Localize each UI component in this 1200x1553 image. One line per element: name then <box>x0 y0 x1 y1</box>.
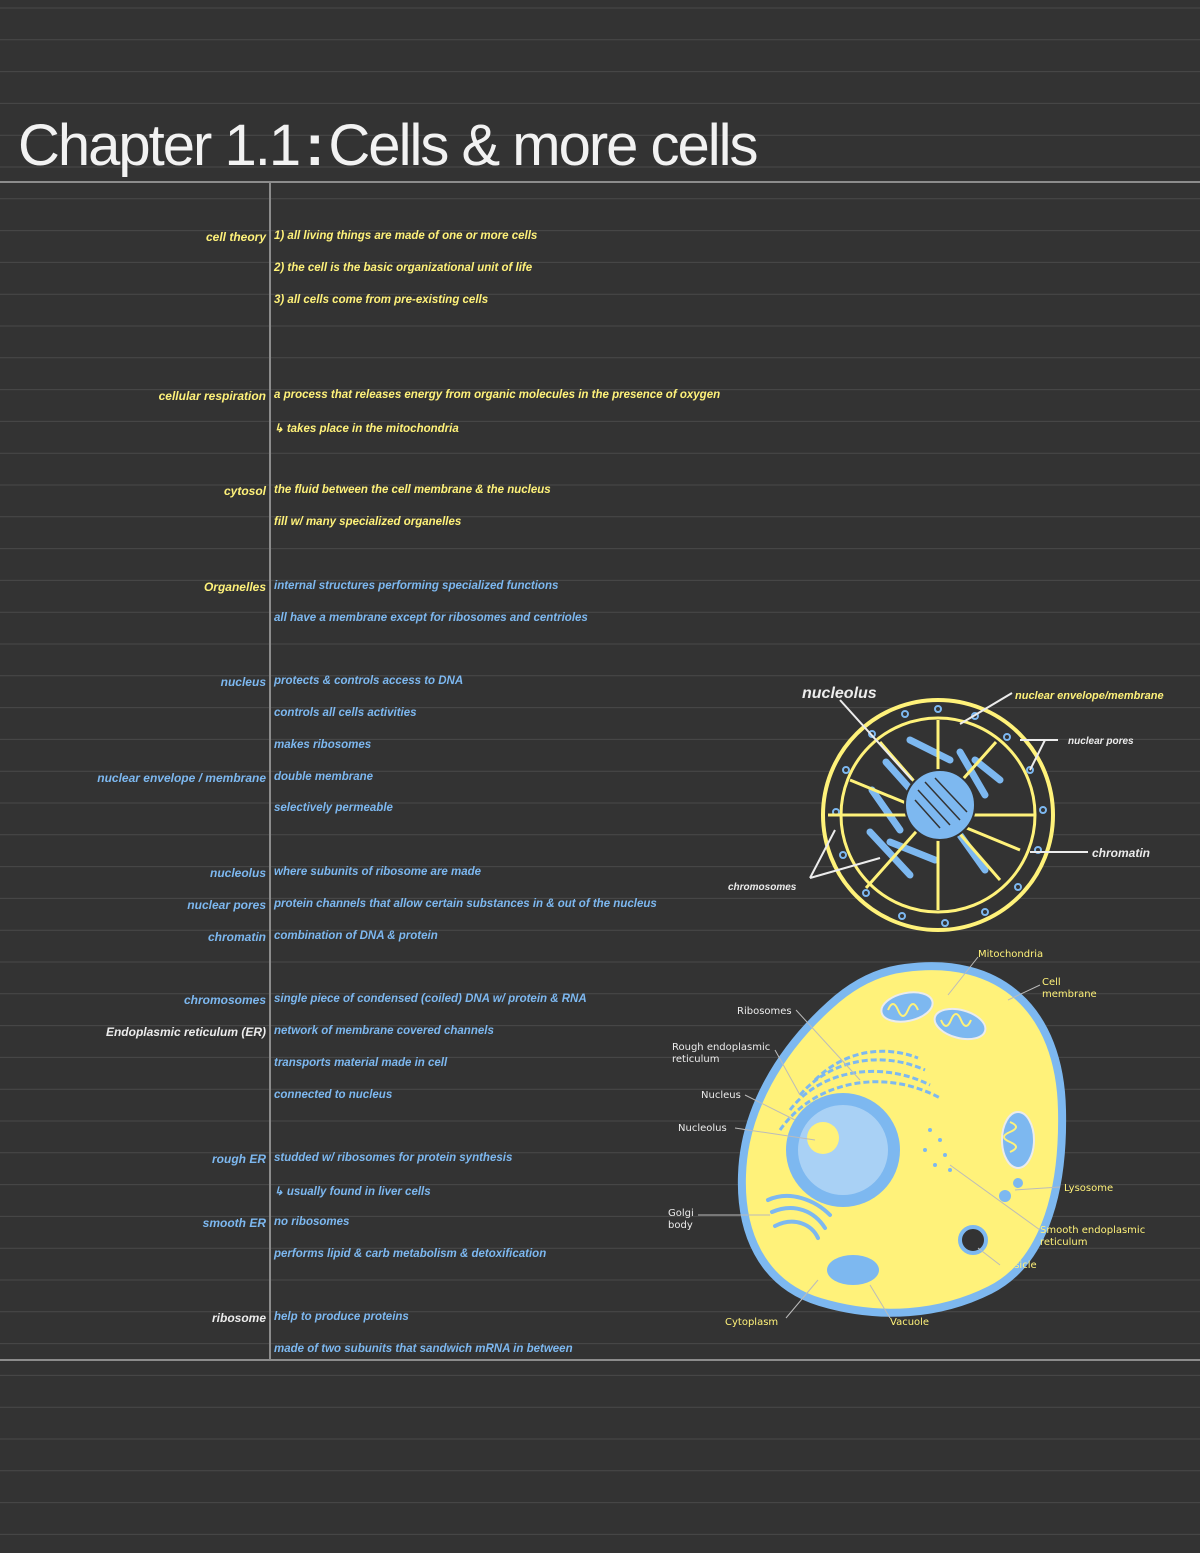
label-rough-er <box>672 1042 770 1065</box>
label-chromatin: chromatin <box>1092 846 1151 860</box>
note-term: cell theory <box>205 230 266 244</box>
label-vesicle: Vesicle <box>1002 1260 1037 1271</box>
note-definition: transports material made in cell <box>274 1056 448 1069</box>
note-definition: protein channels that allow certain substances in & out of the nucleus <box>274 897 657 910</box>
label-smooth-er <box>1040 1225 1145 1248</box>
note-term: nucleus <box>220 675 266 690</box>
note-term: nucleolus <box>209 866 266 880</box>
note-definition: studded w/ ribosomes for protein synthesis <box>274 1152 513 1165</box>
note-definition: combination of DNA & protein <box>274 929 438 942</box>
note-definition: performs lipid & carb metabolism & detoxification <box>274 1247 547 1260</box>
note-definition: ↳ usually found in liver cells <box>274 1186 431 1198</box>
note-definition: fill w/ many specialized organelles <box>274 516 462 529</box>
note-definition: ↳ takes place in the mitochondria <box>274 422 459 435</box>
note-definition: 1) all living things are made of one or more cells <box>274 230 538 242</box>
note-definition: protects & controls access to DNA <box>274 675 464 688</box>
note-definition: no ribosomes <box>274 1215 350 1228</box>
note-definition: single piece of condensed (coiled) DNA w/ protein & RNA <box>274 993 587 1006</box>
label-nuclear-envelope: nuclear envelope/membrane <box>1015 690 1164 702</box>
label-nucleolus: nucleolus <box>802 685 877 702</box>
note-definition: 2) the cell is the basic organizational unit of life <box>274 261 533 274</box>
note-definition: connected to nucleus <box>274 1088 393 1101</box>
label-mitochondria: Mitochondria <box>978 949 1044 960</box>
label-smooth-er-line1: Smooth endoplasmic <box>1040 1225 1146 1236</box>
note-definition: where subunits of ribosome are made <box>274 866 482 878</box>
label-cytoplasm: Cytoplasm <box>725 1317 779 1328</box>
note-term: chromatin <box>207 929 266 944</box>
note-term: Endoplasmic reticulum (ER) <box>105 1025 266 1039</box>
note-definition: double membrane <box>274 770 374 783</box>
label-nucleolus-cell: Nucleolus <box>678 1123 727 1134</box>
label-rough-er-line2: reticulum <box>672 1054 720 1065</box>
note-definition: makes ribosomes <box>274 738 372 751</box>
nucleus-diagram <box>728 685 1164 930</box>
note-term: smooth ER <box>202 1215 266 1230</box>
label-ribosomes: Ribosomes <box>737 1006 792 1017</box>
note-term: nuclear pores <box>187 897 266 912</box>
label-golgi-line2: body <box>668 1220 693 1231</box>
note-term: rough ER <box>212 1152 266 1167</box>
note-term: cellular respiration <box>158 389 266 403</box>
note-definition: internal structures performing specialized functions <box>274 579 559 592</box>
title-topic: Cells & more cells <box>328 113 757 178</box>
note-definition: made of two subunits that sandwich mRNA in between <box>274 1343 573 1355</box>
label-rough-er-line1: Rough endoplasmic <box>672 1042 771 1053</box>
note-definition: the fluid between the cell membrane & the nucleus <box>274 484 551 497</box>
nucleolus-shape <box>905 770 975 840</box>
note-definition: a process that releases energy from organic molecules in the presence of oxygen <box>274 389 721 401</box>
label-cell-membrane <box>1042 977 1097 1000</box>
label-cell-membrane-line2: membrane <box>1042 989 1097 1000</box>
cell-nucleus-inner <box>797 1104 889 1196</box>
label-cell-membrane-line1: Cell <box>1042 977 1061 988</box>
vacuole-shape <box>827 1255 879 1285</box>
label-nuclear-pores: nuclear pores <box>1068 736 1134 747</box>
note-term: Organelles <box>203 579 266 594</box>
label-vacuole: Vacuole <box>890 1317 930 1328</box>
label-chromosomes: chromosomes <box>728 882 797 893</box>
label-smooth-er-line2: reticulum <box>1040 1237 1088 1248</box>
note-term: cytosol <box>223 484 266 499</box>
note-definition: controls all cells activities <box>274 707 417 719</box>
label-lysosome: Lysosome <box>1064 1183 1114 1194</box>
note-definition: selectively permeable <box>274 802 393 815</box>
note-definition: network of membrane covered channels <box>274 1025 494 1037</box>
note-term: chromosomes <box>183 993 266 1008</box>
label-golgi-line1: Golgi <box>668 1208 694 1219</box>
cell-nucleolus-shape <box>807 1122 839 1154</box>
note-term: nuclear envelope / membrane <box>97 770 266 785</box>
note-definition: all have a membrane except for ribosomes and centrioles <box>274 611 588 624</box>
title-colon: : <box>305 113 323 178</box>
animal-cell-diagram <box>668 949 1145 1328</box>
note-definition: 3) all cells come from pre-existing cells <box>274 293 489 306</box>
vesicle-notch <box>960 1227 986 1253</box>
title-chapter: Chapter 1.1 <box>18 113 300 178</box>
note-definition: help to produce proteins <box>274 1311 409 1324</box>
note-term: ribosome <box>211 1311 266 1326</box>
label-golgi <box>668 1208 694 1231</box>
label-nucleus: Nucleus <box>701 1090 741 1101</box>
